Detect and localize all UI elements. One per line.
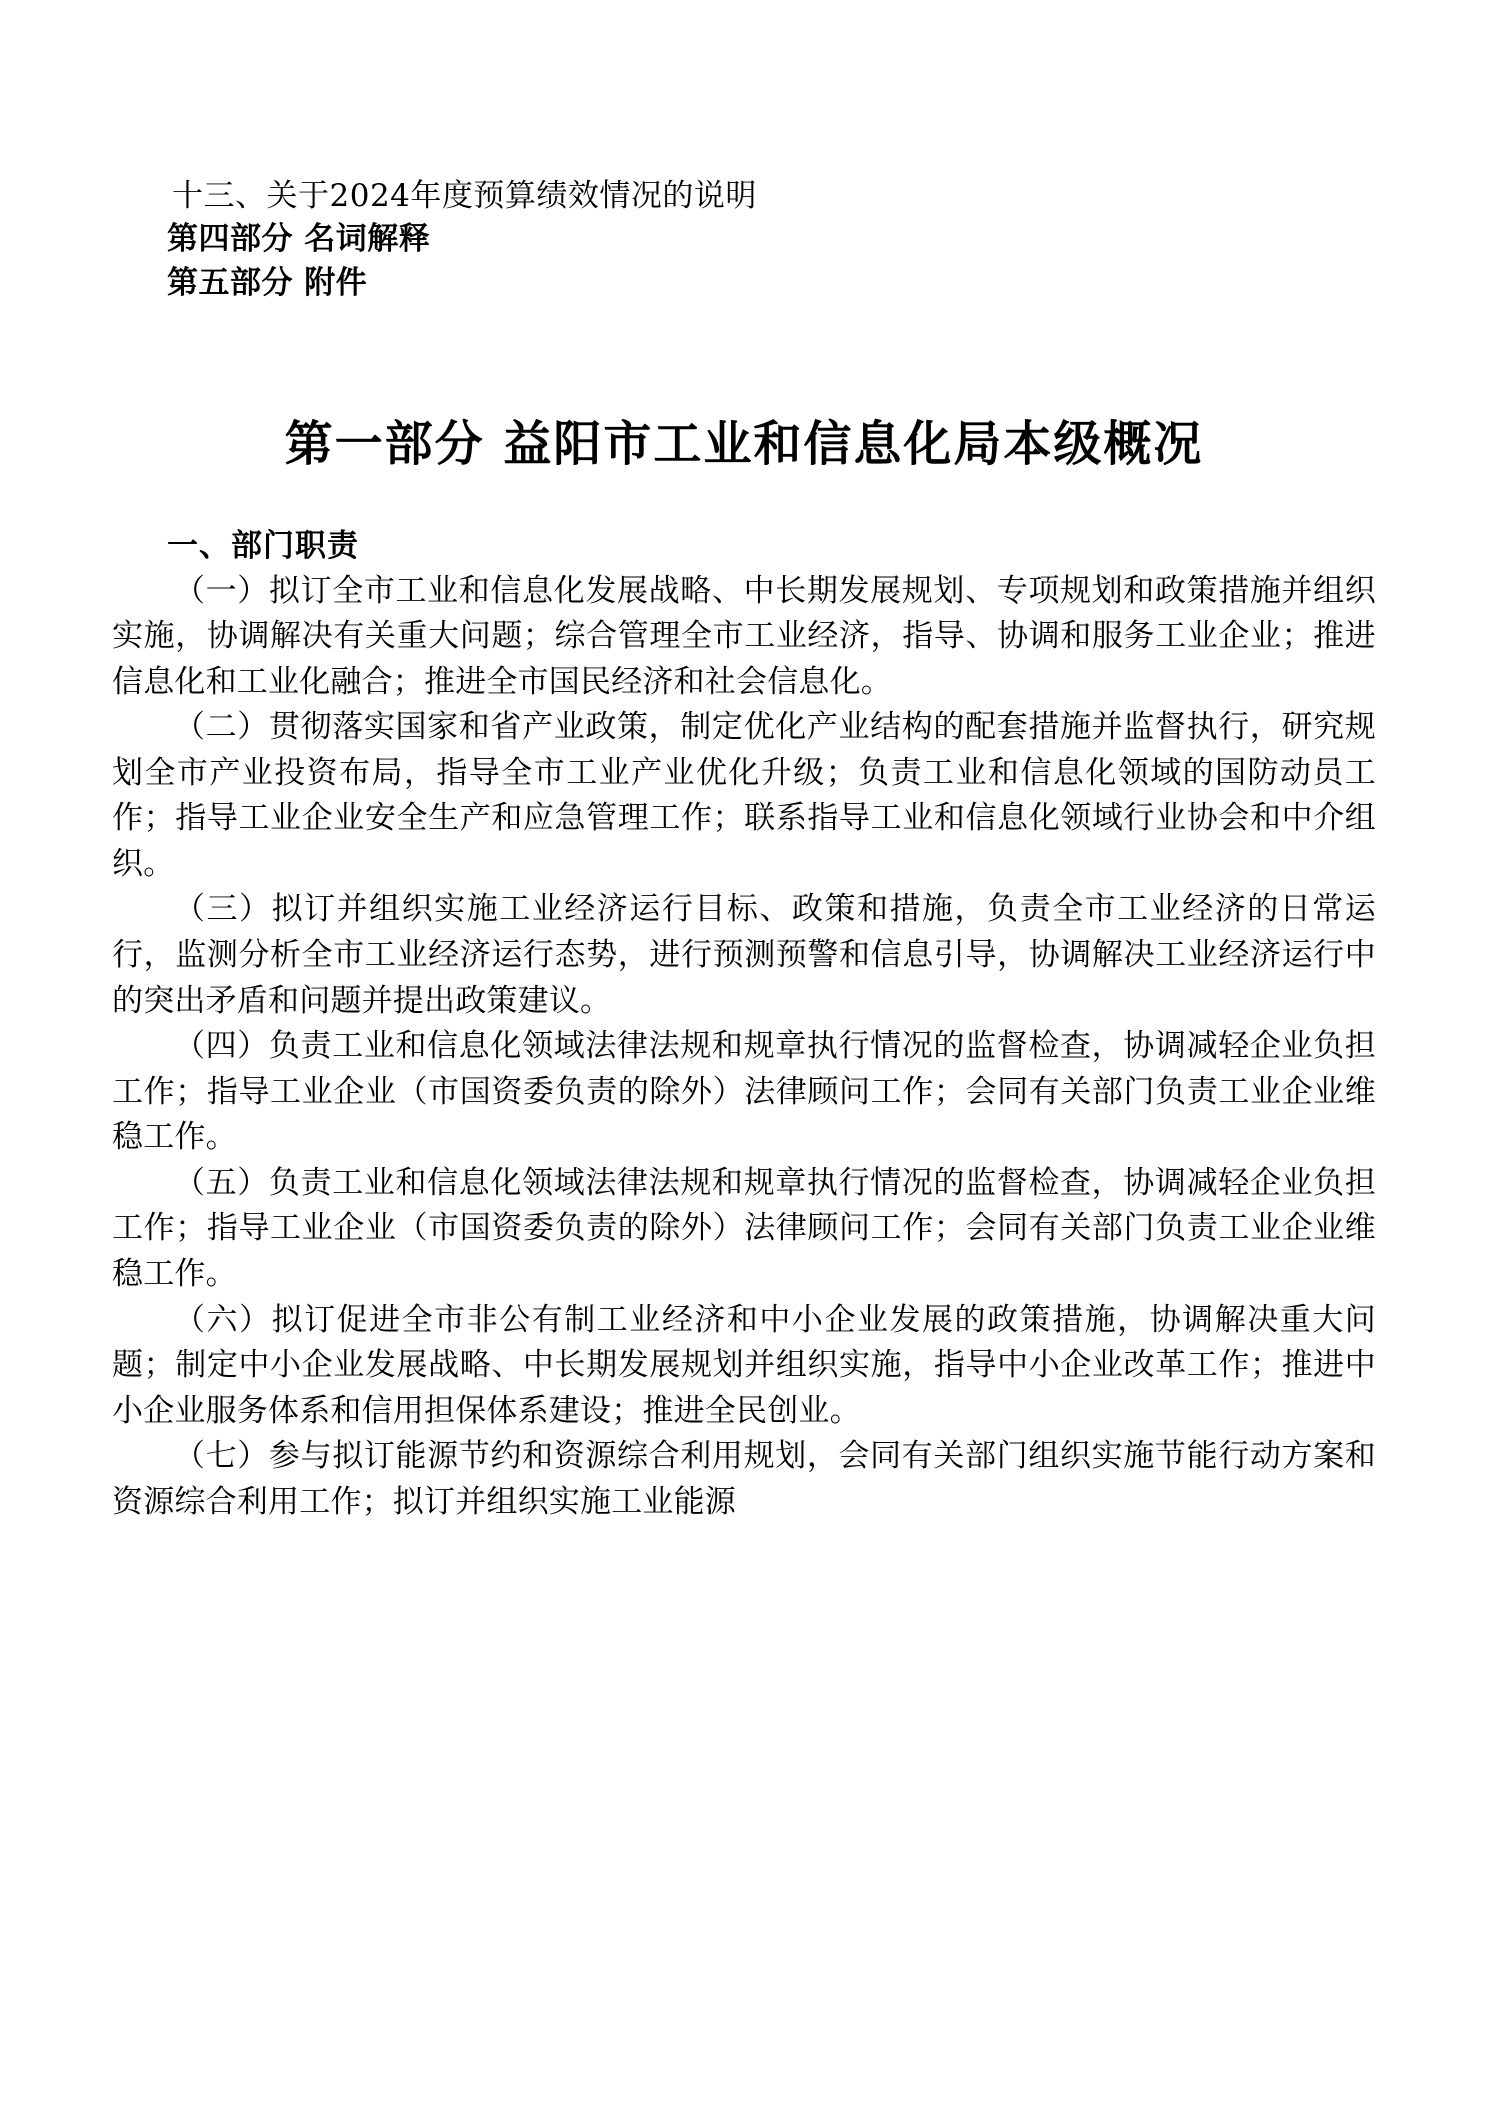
toc-line-2: 第四部分 名词解释 [167,221,431,258]
paragraph: （一）拟订全市工业和信息化发展战略、中长期发展规划、专项规划和政策措施并组织实施，协调解决有关重大问题；综合管理全市工业经济，指导、协调和服务工业企业；推进信息化和工业化融合；推进全市国民经济和社会信息化。 [112,572,1376,700]
spacer-2 [112,476,1376,524]
spacer [112,305,1376,413]
page-title: 第一部分 益阳市工业和信息化局本级概况 [284,416,1204,473]
paragraph: （四）负责工业和信息化领域法律法规和规章执行情况的监督检查，协调减轻企业负担工作；指导工业企业（市国资委负责的除外）法律顾问工作；会同有关部门负责工业企业维稳工作。 [112,1028,1376,1156]
toc-block [112,175,1376,305]
paragraph: （三）拟订并组织实施工业经济运行目标、政策和措施，负责全市工业经济的日常运行，监测分析全市工业经济运行态势，进行预测预警和信息引导，协调解决工业经济运行中的突出矛盾和问题并提出政策建议。 [112,891,1376,1019]
toc-line-3: 第五部分 附件 [167,264,368,301]
paragraph: （五）负责工业和信息化领域法律法规和规章执行情况的监督检查，协调减轻企业负担工作；指导工业企业（市国资委负责的除外）法律顾问工作；会同有关部门负责工业企业维稳工作。 [112,1164,1376,1292]
paragraph: （二）贯彻落实国家和省产业政策，制定优化产业结构的配套措施并监督执行，研究规划全市产业投资布局，指导全市工业产业优化升级；负责工业和信息化领域的国防动员工作；指导工业企业安全生产和应急管理工作；联系指导工业和信息化领域行业协会和中介组织。 [112,709,1376,882]
section-heading: 一、部门职责 [167,527,359,564]
paragraph: （七）参与拟订能源节约和资源综合利用规划，会同有关部门组织实施节能行动方案和资源综合利用工作；拟订并组织实施工业能源 [112,1438,1376,1520]
toc-line-1: 十三、关于2024年度预算绩效情况的说明 [172,178,757,214]
paragraph: （六）拟订促进全市非公有制工业经济和中小企业发展的政策措施，协调解决重大问题；制定中小企业发展战略、中长期发展规划并组织实施，指导中小企业改革工作；推进中小企业服务体系和信用担保体系建设；推进全民创业。 [112,1301,1376,1429]
